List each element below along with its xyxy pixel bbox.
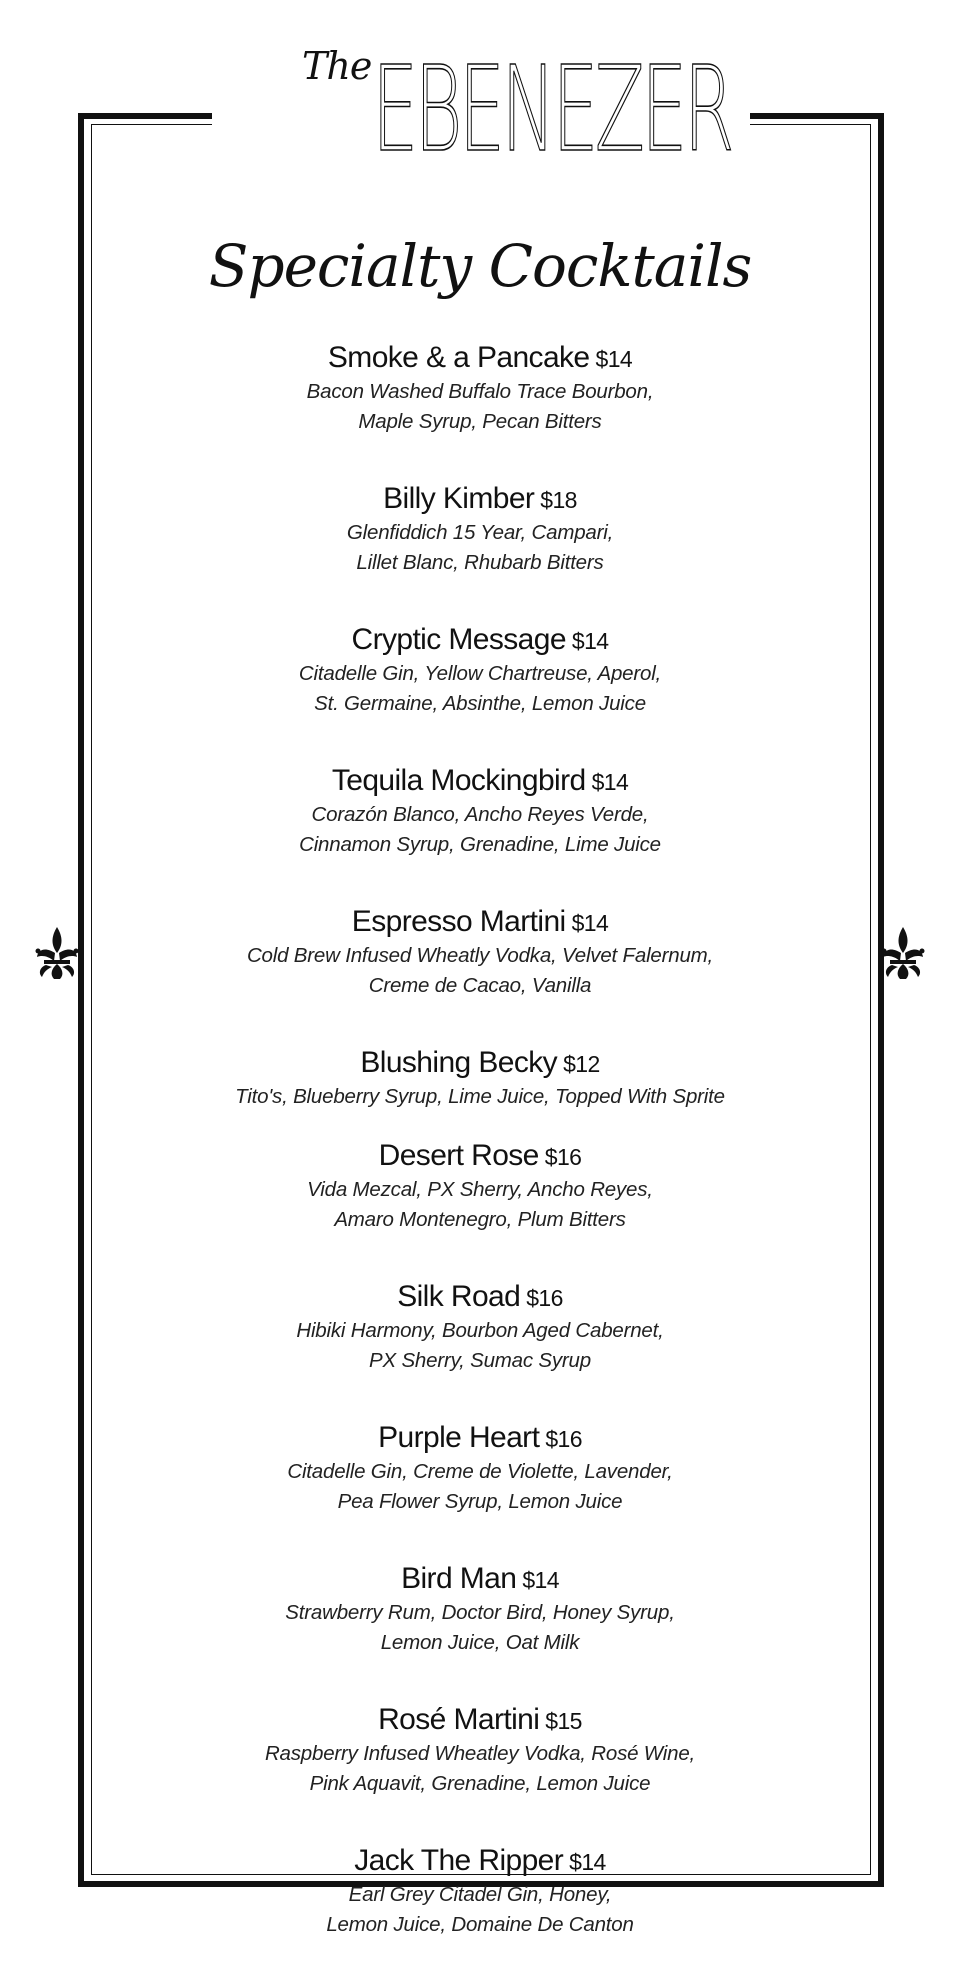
cocktail-title <box>0 904 960 941</box>
cocktail-ingredients: Lemon Juice, Domaine De Canton <box>326 1913 634 1936</box>
cocktail-name: Purple Heart <box>378 1421 540 1454</box>
cocktail-title <box>0 622 960 659</box>
cocktail-ingredients: Pink Aquavit, Grenadine, Lemon Juice <box>309 1772 651 1795</box>
cocktail-price: $16 <box>526 1285 563 1311</box>
cocktail-name: Smoke & a Pancake <box>327 341 590 374</box>
cocktail-item <box>0 340 960 437</box>
brand-logo <box>290 40 731 178</box>
cocktail-price: $14 <box>591 769 629 795</box>
cocktail-ingredients: Citadelle Gin, Creme de Violette, Lavender, <box>287 1460 673 1483</box>
cocktail-item <box>0 1138 960 1235</box>
cocktail-price: $14 <box>571 910 609 936</box>
cocktail-item <box>0 904 960 1001</box>
cocktail-name: Tequila Mockingbird <box>331 764 586 797</box>
cocktail-price: $16 <box>545 1426 582 1452</box>
menu-heading: Specialty Cocktails <box>208 232 752 300</box>
cocktail-name: Jack The Ripper <box>354 1844 564 1877</box>
cocktail-title <box>0 1045 960 1082</box>
cocktail-item <box>0 1045 960 1112</box>
cocktail-item <box>0 1279 960 1376</box>
cocktail-name: Espresso Martini <box>351 905 566 938</box>
cocktail-price: $18 <box>540 487 577 513</box>
cocktail-title <box>0 763 960 800</box>
cocktail-price: $12 <box>563 1051 600 1077</box>
cocktail-price: $14 <box>569 1849 606 1875</box>
cocktail-item <box>0 1420 960 1517</box>
cocktail-item <box>0 1843 960 1940</box>
cocktail-name: Bird Man <box>401 1562 517 1595</box>
cocktail-ingredients: Bacon Washed Buffalo Trace Bourbon, <box>306 380 654 403</box>
cocktail-name: Rosé Martini <box>378 1703 540 1736</box>
cocktail-ingredients: Amaro Montenegro, Plum Bitters <box>334 1208 626 1231</box>
cocktail-price: $15 <box>545 1708 582 1734</box>
cocktail-name: Silk Road <box>397 1280 521 1313</box>
cocktail-ingredients: Strawberry Rum, Doctor Bird, Honey Syrup, <box>285 1601 675 1624</box>
brand-name: EBENEZER <box>372 40 731 178</box>
cocktail-title <box>0 1843 960 1880</box>
cocktail-name: Cryptic Message <box>351 623 566 656</box>
cocktail-ingredients: Earl Grey Citadel Gin, Honey, <box>348 1883 612 1906</box>
cocktail-item <box>0 481 960 578</box>
cocktail-ingredients: Citadelle Gin, Yellow Chartreuse, Aperol, <box>298 662 662 685</box>
cocktail-price: $14 <box>571 628 609 654</box>
cocktail-title <box>0 340 960 377</box>
cocktail-ingredients: Cold Brew Infused Wheatly Vodka, Velvet Falernum, <box>246 944 714 967</box>
brand-the: The <box>302 44 372 88</box>
cocktail-item <box>0 1702 960 1799</box>
cocktail-name: Billy Kimber <box>383 482 535 515</box>
cocktail-title <box>0 1138 960 1175</box>
cocktail-ingredients: Lemon Juice, Oat Milk <box>380 1631 580 1654</box>
cocktail-list <box>0 340 960 1984</box>
cocktail-ingredients: Glenfiddich 15 Year, Campari, <box>346 521 614 544</box>
cocktail-title <box>0 1561 960 1598</box>
cocktail-item <box>0 622 960 719</box>
cocktail-ingredients: PX Sherry, Sumac Syrup <box>369 1349 591 1372</box>
cocktail-ingredients: Vida Mezcal, PX Sherry, Ancho Reyes, <box>307 1178 653 1201</box>
cocktail-ingredients: Cinnamon Syrup, Grenadine, Lime Juice <box>299 833 661 856</box>
cocktail-name: Desert Rose <box>378 1139 539 1172</box>
cocktail-title <box>0 1702 960 1739</box>
cocktail-item <box>0 1561 960 1658</box>
cocktail-ingredients: Hibiki Harmony, Bourbon Aged Cabernet, <box>296 1319 664 1342</box>
cocktail-title <box>0 1420 960 1457</box>
cocktail-ingredients: Raspberry Infused Wheatley Vodka, Rosé Wine, <box>264 1742 696 1765</box>
cocktail-price: $14 <box>522 1567 559 1593</box>
cocktail-ingredients: St. Germaine, Absinthe, Lemon Juice <box>314 692 646 715</box>
cocktail-title <box>0 481 960 518</box>
cocktail-ingredients: Creme de Cacao, Vanilla <box>368 974 592 997</box>
cocktail-ingredients: Tito's, Blueberry Syrup, Lime Juice, Topped With Sprite <box>235 1085 725 1108</box>
cocktail-item <box>0 763 960 860</box>
cocktail-ingredients: Pea Flower Syrup, Lemon Juice <box>337 1490 623 1513</box>
cocktail-ingredients: Corazón Blanco, Ancho Reyes Verde, <box>311 803 649 826</box>
cocktail-ingredients: Lillet Blanc, Rhubarb Bitters <box>356 551 604 574</box>
cocktail-price: $16 <box>544 1144 582 1170</box>
cocktail-title <box>0 1279 960 1316</box>
cocktail-ingredients: Maple Syrup, Pecan Bitters <box>358 410 602 433</box>
cocktail-price: $14 <box>595 346 633 372</box>
cocktail-name: Blushing Becky <box>360 1046 558 1079</box>
